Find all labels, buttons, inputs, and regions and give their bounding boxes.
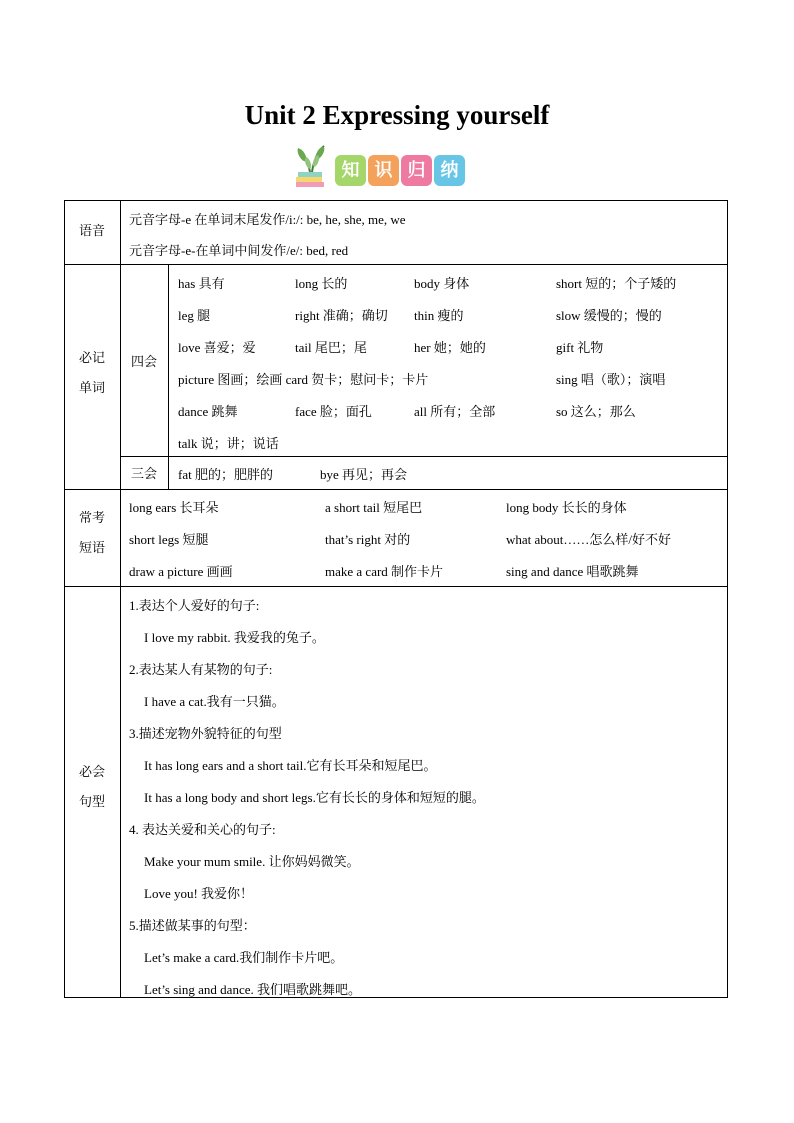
sentence-heading: 3.描述宠物外貌特征的句型	[129, 726, 282, 741]
vocab-word: tail 尾巴；尾	[295, 340, 367, 355]
sentence-example: Let’s sing and dance. 我们唱歌跳舞吧。	[144, 982, 361, 997]
sentence-example: It has a long body and short legs.它有长长的身体和短短的腿。	[144, 790, 485, 805]
pronunciation-line: 元音字母-e 在单词末尾发作/i:/: be, he, she, me, we	[129, 212, 406, 227]
sentence-heading: 2.表达某人有某物的句子:	[129, 662, 273, 677]
vocab-word: thin 瘦的	[414, 308, 464, 323]
vocab-word: gift 礼物	[556, 340, 604, 355]
sentence-heading: 1.表达个人爱好的句子:	[129, 598, 260, 613]
banner-char: 识	[368, 155, 399, 186]
vocab-word: slow 缓慢的；慢的	[556, 308, 662, 323]
sentence-example: I love my rabbit. 我爱我的兔子。	[144, 630, 325, 645]
vocab-word: body 身体	[414, 276, 470, 291]
vocab-word: has 具有	[178, 276, 225, 291]
vocab-word: her 她；她的	[414, 340, 486, 355]
knowledge-summary-banner	[290, 143, 490, 193]
sentence-example: It has long ears and a short tail.它有长耳朵和短尾巴。	[144, 758, 437, 773]
phrase-item: a short tail 短尾巴	[325, 500, 423, 515]
plant-books-icon	[290, 143, 340, 193]
vocab-word: so 这么；那么	[556, 404, 636, 419]
vocab-word: short 短的；个子矮的	[556, 276, 677, 291]
vocab-word: dance 跳舞	[178, 404, 238, 419]
phrase-item: sing and dance 唱歌跳舞	[506, 564, 639, 579]
vocab-word: bye 再见；再会	[320, 467, 408, 482]
phrase-item: long body 长长的身体	[506, 500, 627, 515]
sentence-example: I have a cat.我有一只猫。	[144, 694, 285, 709]
vocab-word: fat 肥的；肥胖的	[178, 467, 273, 482]
pronunciation-line: 元音字母-e-在单词中间发作/e/: bed, red	[129, 243, 349, 258]
section-label-sentences: 必会 句型	[78, 765, 105, 810]
phrase-item: make a card 制作卡片	[325, 564, 444, 579]
vocab-word: sing 唱（歌）；演唱	[556, 372, 666, 387]
vocab-word: long 长的	[295, 276, 348, 291]
sentence-example: Let’s make a card.我们制作卡片吧。	[144, 950, 344, 965]
sub-label-three: 三会	[130, 467, 157, 482]
sub-label-four: 四会	[130, 355, 157, 370]
phrase-item: short legs 短腿	[129, 532, 209, 547]
page-title: Unit 2 Expressing yourself	[244, 100, 550, 130]
banner-char: 知	[335, 155, 366, 186]
banner-char: 归	[401, 155, 432, 186]
phrase-item: long ears 长耳朵	[129, 500, 219, 515]
sentence-example: Love you! 我爱你！	[144, 886, 254, 901]
vocab-word: all 所有；全部	[414, 404, 496, 419]
phrase-item: that’s right 对的	[325, 532, 411, 547]
vocab-word: right 准确；确切	[295, 308, 388, 323]
sentence-heading: 4. 表达关爱和关心的句子:	[129, 822, 276, 837]
summary-table	[64, 200, 728, 998]
section-label-phrases: 常考 短语	[78, 511, 105, 556]
phrase-item: what about……怎么样/好不好	[506, 532, 672, 547]
banner-char: 纳	[434, 155, 465, 186]
sentence-example: Make your mum smile. 让你妈妈微笑。	[144, 854, 360, 869]
vocab-word: talk 说；讲；说话	[178, 436, 279, 451]
phrase-item: draw a picture 画画	[129, 564, 233, 579]
vocab-word: face 脸；面孔	[295, 404, 372, 419]
vocab-word: picture 图画；绘画 card 贺卡；慰问卡；卡片	[178, 372, 429, 387]
vocab-word: love 喜爱；爱	[178, 340, 256, 355]
sentence-heading: 5.描述做某事的句型：	[129, 918, 256, 933]
vocab-word: leg 腿	[178, 308, 211, 323]
section-label-vocabulary: 必记 单词	[78, 351, 105, 396]
section-label-pronunciation: 语音	[78, 224, 105, 239]
